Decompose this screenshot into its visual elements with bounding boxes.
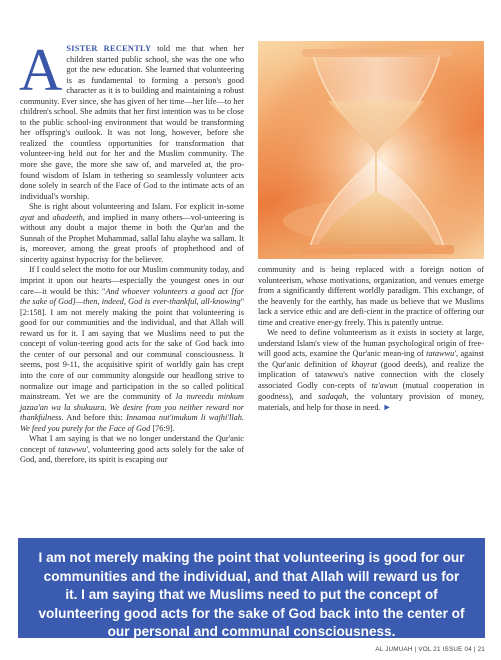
paragraph: ASISTER RECENTLY told me that when her children started public school, she was the one who got the new education. She learned that volunteering is as fundamental to forming a person's good character as it is to building and maintaining a robust community. Ever since, she has given of her time—her life—to her children's school. She admits that her first intention was to be close to the public school-ing environment that would be transforming her offspring's outlook. It was not long, however, before she realized the countless opportunities for transformation that volunteer-ing held out for her and the Muslim community. The more she gave, the more she saw of, and marveled at, the pro-found wisdom of Islam in tethering so seamlessly volunteer acts done solely in search of the Face of God to the intimate acts of an individual's worship. bbox=[19, 37, 245, 201]
paragraph: What I am saying is that we no longer understand the Qur'anic concept of tatawwu', volunteering good acts solely for the sake of God, and, therefore, its spirit is escaping our bbox=[20, 434, 244, 465]
article-column-right bbox=[258, 265, 484, 414]
paragraph: She is right about volunteering and Islam. For explicit in-some ayat and ahadeeth, and implied in many others—vol-unteering is without any doubt a major theme in both the Qur'an and the Sunnah of the Prophet Muhammad, sallal lahu alayhe wa sallam. It is, moreover, among the great proofs of prophethood and of sincerity against hypocrisy for the believer. bbox=[20, 202, 244, 264]
article-column-left bbox=[19, 37, 245, 466]
pull-quote: I am not merely making the point that volunteering is good for our communities and the individual, and that Allah will reward us for it. I am saying that we Muslims need to put the concept of volunteering good acts for the sake of God back into the center of our personal and communal consciousness. bbox=[18, 538, 485, 638]
paragraph: We need to define volunteerism as it exists in society at large, understand Islam's view of the human psychological origin of free-will good acts, examine the Qur'anic mean-ing of tatawwu', against the Qur'anic definition of khayrat (good deeds), and realize the implication of tatawwu's native connection with the closely associated Godly con-cepts of ta'awun (mutual cooperation in goodness), and sadaqah, the voluntary provision of money, materials, and help for those in need. ► bbox=[258, 328, 484, 413]
drop-cap: A bbox=[19, 37, 63, 103]
lead-in: SISTER RECENTLY bbox=[66, 44, 152, 53]
paragraph: community and is being replaced with a foreign notion of volunteerism, whose motivations, organization, and venues emerge from a significantly different worldly paradigm. This exchange, of the heavenly for the earthly, has made us believe that we Muslims lack a service ethic and are defi-cient in the practice of offering our time and creative ener-gy freely. This is patently untrue. bbox=[258, 265, 484, 327]
paragraph: If I could select the motto for our Muslim community today, and imprint it upon our hearts—especially the youngest ones in our care—it would be this: "And whoever volunteers a good act [for the sake of God]—then, indeed, God is ever-thankful, all-knowing" [2:158]. I am not merely making the point that volunteering is good for our communities and the individual, and that Allah will reward us for it. I am saying that we Muslims need to put the concept of volun-teering good acts for the sake of God back into the center of our personal and our communal consciousness. It seems, post 9-11, the acquisitive spirit of worldly gain has crept into the core of our community alongside our headlong strive to normalize our image and participation in the so called political mainstream. Yet we are the community of la nureedu minkum jazaa'an wa la shukuura. We desire from you neither reward nor thankfulness. And before this: Innamaa nut'imukum li wajhi'llah. We feed you purely for the Face of God [76:9]. bbox=[20, 265, 245, 433]
hourglass-photo bbox=[258, 41, 484, 259]
hourglass-icon bbox=[258, 41, 484, 259]
end-mark-icon: ► bbox=[382, 402, 392, 413]
page-footer: AL JUMUAH | VOL 21 ISSUE 04 | 21 bbox=[375, 646, 485, 653]
